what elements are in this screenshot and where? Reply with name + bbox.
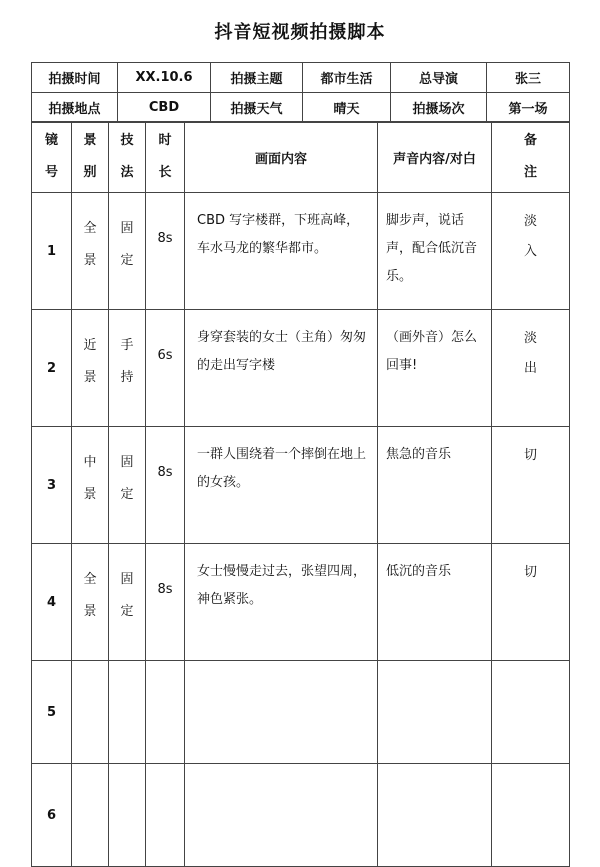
director-value: 张三 — [487, 63, 570, 93]
shot-scale: 中景 — [72, 427, 109, 544]
info-row — [32, 63, 570, 93]
shot-tech: 固定 — [109, 544, 146, 661]
shot-scale — [72, 764, 109, 867]
shot-visual: 女士慢慢走过去，张望四周，神色紧张。 — [185, 544, 378, 661]
table-row — [32, 427, 570, 544]
shot-visual — [185, 661, 378, 764]
weather-value: 晴天 — [303, 93, 391, 123]
shot-scale: 近景 — [72, 310, 109, 427]
table-row — [32, 661, 570, 764]
shot-table — [31, 121, 570, 867]
shot-scale: 全景 — [72, 193, 109, 310]
shot-scale: 全景 — [72, 544, 109, 661]
shot-number: 1 — [32, 193, 72, 310]
shot-note: 淡入 — [492, 193, 570, 310]
info-table — [31, 62, 570, 123]
shot-audio: （画外音）怎么回事! — [378, 310, 492, 427]
table-header-row — [32, 122, 570, 193]
shot-audio: 低沉的音乐 — [378, 544, 492, 661]
shot-audio — [378, 661, 492, 764]
shoot-time-value: XX.10.6 — [118, 63, 211, 93]
shot-duration — [146, 661, 185, 764]
header-audio: 声音内容/对白 — [378, 122, 492, 193]
location-label: 拍摄地点 — [32, 93, 118, 123]
shot-tech — [109, 764, 146, 867]
shot-number: 5 — [32, 661, 72, 764]
shoot-time-label: 拍摄时间 — [32, 63, 118, 93]
director-label: 总导演 — [391, 63, 487, 93]
shot-duration — [146, 764, 185, 867]
table-row — [32, 764, 570, 867]
header-shot: 镜号 — [32, 122, 72, 193]
scene-label: 拍摄场次 — [391, 93, 487, 123]
shot-note — [492, 661, 570, 764]
header-tech: 技法 — [109, 122, 146, 193]
table-row — [32, 310, 570, 427]
shot-audio: 脚步声，说话声，配合低沉音乐。 — [378, 193, 492, 310]
shot-number: 3 — [32, 427, 72, 544]
location-value: CBD — [118, 93, 211, 123]
shot-note — [492, 764, 570, 867]
shot-tech: 手持 — [109, 310, 146, 427]
shot-number: 2 — [32, 310, 72, 427]
header-note: 备注 — [492, 122, 570, 193]
shot-visual: 身穿套装的女士（主角）匆匆的走出写字楼 — [185, 310, 378, 427]
shot-audio: 焦急的音乐 — [378, 427, 492, 544]
page-title: 抖音短视频拍摄脚本 — [214, 22, 386, 43]
theme-value: 都市生活 — [303, 63, 391, 93]
shot-duration: 8s — [146, 544, 185, 661]
header-visual: 画面内容 — [185, 122, 378, 193]
shot-visual — [185, 764, 378, 867]
table-row — [32, 193, 570, 310]
shot-duration: 6s — [146, 310, 185, 427]
shot-duration: 8s — [146, 427, 185, 544]
shot-number: 4 — [32, 544, 72, 661]
shot-scale — [72, 661, 109, 764]
shot-note: 切 — [492, 427, 570, 544]
scene-value: 第一场 — [487, 93, 570, 123]
shot-tech: 固定 — [109, 427, 146, 544]
shot-visual: 一群人围绕着一个摔倒在地上的女孩。 — [185, 427, 378, 544]
theme-label: 拍摄主题 — [211, 63, 303, 93]
shot-visual: CBD 写字楼群，下班高峰，车水马龙的繁华都市。 — [185, 193, 378, 310]
shot-audio — [378, 764, 492, 867]
weather-label: 拍摄天气 — [211, 93, 303, 123]
table-row — [32, 544, 570, 661]
shot-duration: 8s — [146, 193, 185, 310]
shot-number: 6 — [32, 764, 72, 867]
header-scale: 景别 — [72, 122, 109, 193]
shot-tech: 固定 — [109, 193, 146, 310]
shot-note: 切 — [492, 544, 570, 661]
shot-tech — [109, 661, 146, 764]
header-duration: 时长 — [146, 122, 185, 193]
info-row — [32, 93, 570, 123]
shot-note: 淡出 — [492, 310, 570, 427]
